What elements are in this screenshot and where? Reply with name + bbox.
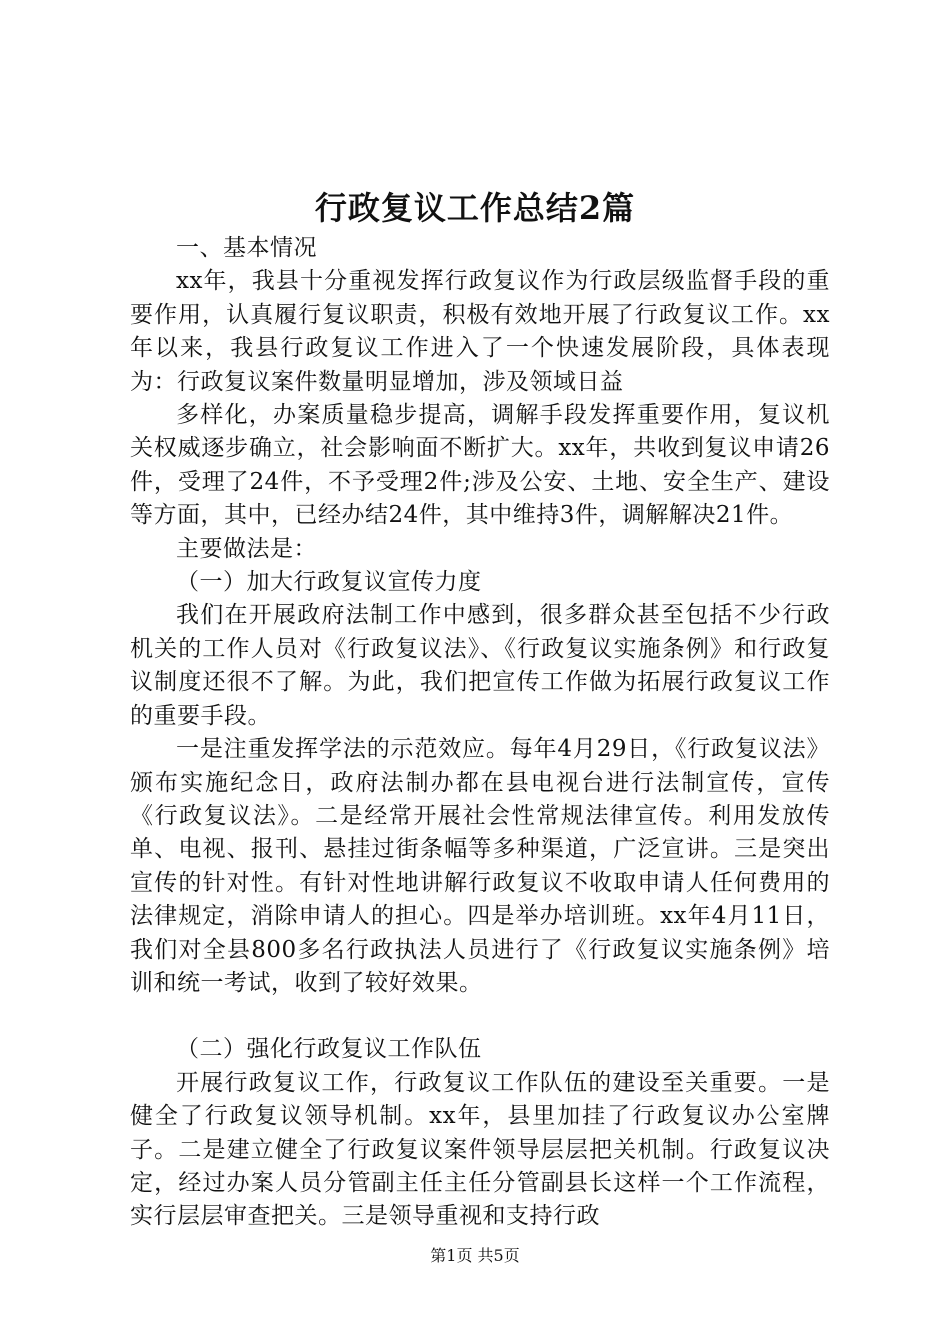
- paragraph: 主要做法是：: [176, 535, 317, 562]
- paragraph: 开展行政复议工作，行政复议工作队伍的建设至关重要。一是健全了行政复议领导机制。xx年，县里加挂了行政复议办公室牌子。二是建立健全了行政复议案件领导层层把关机制。行政复议决定，经过办案人员分管副主任主任分管副县长这样一个工作流程，实行层层审查把关。三是领导重视和支持行政: [130, 1069, 830, 1230]
- paragraph: xx年，我县十分重视发挥行政复议作为行政层级监督手段的重要作用，认真履行复议职责，积极有效地开展了行政复议工作。xx年以来，我县行政复议工作进入了一个快速发展阶段，具体表现为：行政复议案件数量明显增加，涉及领域日益: [130, 268, 830, 395]
- subsection-heading-2: （二）强化行政复议工作队伍: [176, 1036, 482, 1063]
- page-number-footer: 第1页 共5页: [430, 1246, 520, 1265]
- section-heading-basic: 一、基本情况: [176, 235, 317, 261]
- document-title: 行政复议工作总结2篇: [314, 189, 636, 227]
- paragraph: 一是注重发挥学法的示范效应。每年4月29日，《行政复议法》颁布实施纪念日，政府法制办都在县电视台进行法制宣传，宣传《行政复议法》。二是经常开展社会性常规法律宣传。利用发放传单、电视、报刊、悬挂过街条幅等多种渠道，广泛宣讲。三是突出宣传的针对性。有针对性地讲解行政复议不收取申请人任何费用的法律规定，消除申请人的担心。四是举办培训班。xx年4月11日，我们对全县800多名行政执法人员进行了《行政复议实施条例》培训和统一考试，收到了较好效果。: [130, 736, 830, 996]
- paragraph: 多样化，办案质量稳步提高，调解手段发挥重要作用，复议机关权威逐步确立，社会影响面不断扩大。xx年，共收到复议申请26件，受理了24件，不予受理2件;涉及公安、土地、安全生产、建设等方面，其中，已经办结24件，其中维持3件，调解解决21件。: [130, 402, 830, 529]
- paragraph: 我们在开展政府法制工作中感到，很多群众甚至包括不少行政机关的工作人员对《行政复议法》、《行政复议实施条例》和行政复议制度还很不了解。为此，我们把宣传工作做为拓展行政复议工作的重要手段。: [130, 602, 830, 729]
- subsection-heading-1: （一）加大行政复议宣传力度: [176, 569, 482, 596]
- document-body: [130, 232, 830, 1234]
